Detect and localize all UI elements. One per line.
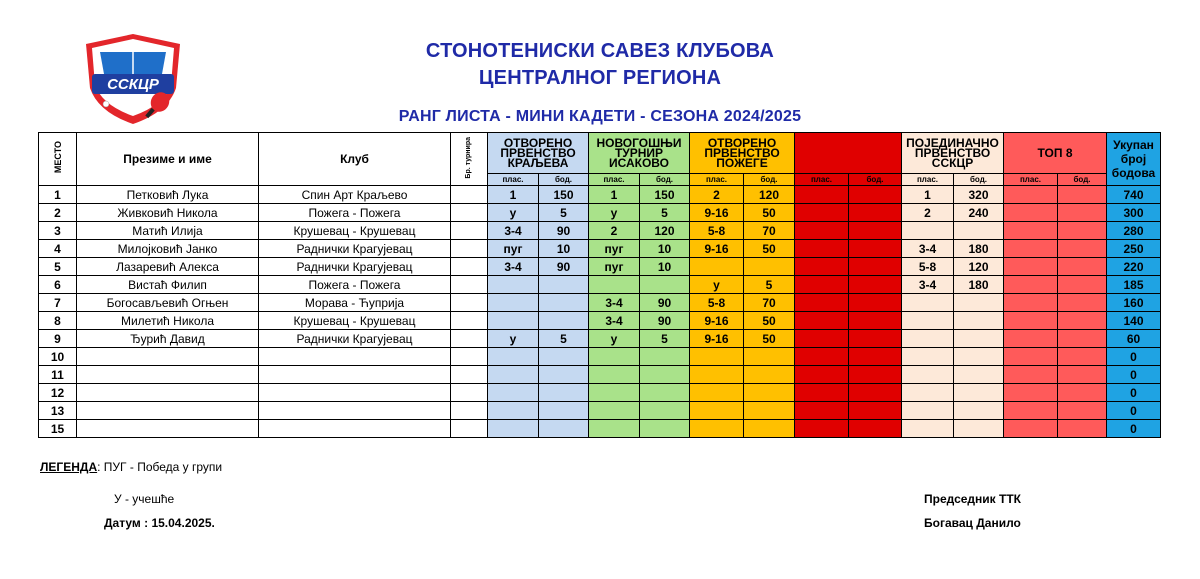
- cell-placement: 3-4: [488, 222, 539, 240]
- cell-club: Крушевац - Крушевац: [259, 312, 451, 330]
- cell-points: 120: [640, 222, 690, 240]
- cell-placement: 5-8: [690, 294, 744, 312]
- cell-total: 0: [1107, 402, 1161, 420]
- cell-total: 60: [1107, 330, 1161, 348]
- cell-points: 50: [744, 330, 795, 348]
- cell-place: 12: [39, 384, 77, 402]
- cell-total: 0: [1107, 384, 1161, 402]
- cell-placement: 9-16: [690, 312, 744, 330]
- cell-points: [640, 366, 690, 384]
- cell-points: [1058, 330, 1107, 348]
- cell-club: Раднички Крагујевац: [259, 258, 451, 276]
- cell-placement: 2: [690, 186, 744, 204]
- cell-placement: [488, 312, 539, 330]
- cell-placement: [1004, 222, 1058, 240]
- cell-placement: 3-4: [589, 294, 640, 312]
- cell-placement: [488, 366, 539, 384]
- header-club: Клуб: [259, 133, 451, 186]
- cell-place: 5: [39, 258, 77, 276]
- cell-placement: у: [589, 330, 640, 348]
- table-row: [39, 402, 1161, 420]
- legend-title: ЛЕГЕНДА: [40, 460, 98, 474]
- sub-points: бод.: [954, 174, 1004, 186]
- table-row: [39, 330, 1161, 348]
- cell-points: [744, 402, 795, 420]
- sub-points: бод.: [539, 174, 589, 186]
- cell-placement: [795, 384, 849, 402]
- cell-points: [744, 258, 795, 276]
- cell-tournaments: [451, 366, 488, 384]
- cell-place: 10: [39, 348, 77, 366]
- cell-points: [640, 402, 690, 420]
- cell-tournaments: [451, 276, 488, 294]
- cell-total: 160: [1107, 294, 1161, 312]
- header-total: Укупан број бодова: [1107, 133, 1161, 186]
- cell-place: 8: [39, 312, 77, 330]
- cell-place: 11: [39, 366, 77, 384]
- cell-placement: 3-4: [902, 276, 954, 294]
- cell-points: [640, 420, 690, 438]
- cell-place: 6: [39, 276, 77, 294]
- cell-points: [849, 222, 902, 240]
- cell-place: 9: [39, 330, 77, 348]
- cell-tournaments: [451, 240, 488, 258]
- cell-points: [1058, 420, 1107, 438]
- cell-placement: [488, 402, 539, 420]
- title-line-2: ЦЕНТРАЛНОГ РЕГИОНА: [478, 67, 722, 89]
- sub-points: бод.: [1058, 174, 1107, 186]
- date: Датум : 15.04.2025.: [104, 516, 215, 530]
- cell-placement: [1004, 276, 1058, 294]
- legend-line-2: У - учешће: [114, 492, 175, 506]
- cell-club: [259, 402, 451, 420]
- cell-points: [539, 348, 589, 366]
- cell-points: [539, 312, 589, 330]
- table-row: [39, 348, 1161, 366]
- cell-points: 90: [640, 312, 690, 330]
- cell-place: 13: [39, 402, 77, 420]
- cell-placement: 2: [902, 204, 954, 222]
- cell-placement: [1004, 348, 1058, 366]
- cell-points: 5: [539, 330, 589, 348]
- sskcr-logo: [78, 30, 188, 126]
- table-row: [39, 258, 1161, 276]
- tournament-kraljevo: ОТВОРЕНО ПРВЕНСТВО КРАЉЕВА: [488, 133, 589, 174]
- cell-points: [849, 420, 902, 438]
- cell-points: [849, 402, 902, 420]
- cell-points: 70: [744, 222, 795, 240]
- cell-placement: 2: [589, 222, 640, 240]
- cell-points: [849, 366, 902, 384]
- cell-place: 3: [39, 222, 77, 240]
- cell-name: Ђурић Давид: [77, 330, 259, 348]
- cell-points: [849, 330, 902, 348]
- cell-points: 50: [744, 204, 795, 222]
- cell-points: 50: [744, 312, 795, 330]
- cell-points: 150: [640, 186, 690, 204]
- cell-points: 120: [744, 186, 795, 204]
- header-title: [330, 38, 870, 92]
- cell-placement: [795, 330, 849, 348]
- sub-place: плас.: [902, 174, 954, 186]
- cell-points: [849, 276, 902, 294]
- cell-points: 10: [640, 258, 690, 276]
- president-title: Председник ТТК: [924, 492, 1022, 506]
- cell-placement: [589, 348, 640, 366]
- cell-points: [849, 204, 902, 222]
- cell-name: Петковић Лука: [77, 186, 259, 204]
- cell-placement: [902, 384, 954, 402]
- cell-points: [1058, 312, 1107, 330]
- cell-points: 10: [539, 240, 589, 258]
- cell-placement: [589, 402, 640, 420]
- cell-club: Пожега - Пожега: [259, 276, 451, 294]
- cell-placement: [690, 366, 744, 384]
- cell-placement: [795, 402, 849, 420]
- legend-line-1: : ПУГ - Победа у групи: [97, 460, 223, 474]
- cell-points: 320: [954, 186, 1004, 204]
- sub-place: плас.: [488, 174, 539, 186]
- cell-placement: [1004, 384, 1058, 402]
- ranking-subtitle: РАНГ ЛИСТА - МИНИ КАДЕТИ - СЕЗОНА 2024/2025: [398, 108, 802, 125]
- table-row: [39, 384, 1161, 402]
- cell-placement: у: [690, 276, 744, 294]
- cell-points: [849, 384, 902, 402]
- cell-placement: [795, 366, 849, 384]
- cell-name: [77, 420, 259, 438]
- cell-club: Раднички Крагујевац: [259, 240, 451, 258]
- cell-points: [954, 366, 1004, 384]
- cell-points: [849, 312, 902, 330]
- sub-place: плас.: [690, 174, 744, 186]
- table-body: [39, 186, 1161, 438]
- cell-placement: [902, 330, 954, 348]
- cell-placement: [1004, 312, 1058, 330]
- cell-name: [77, 384, 259, 402]
- cell-points: [539, 294, 589, 312]
- cell-points: 150: [539, 186, 589, 204]
- cell-placement: 5-8: [902, 258, 954, 276]
- cell-points: [954, 294, 1004, 312]
- cell-club: Крушевац - Крушевац: [259, 222, 451, 240]
- cell-points: [1058, 402, 1107, 420]
- cell-club: [259, 348, 451, 366]
- cell-total: 0: [1107, 420, 1161, 438]
- cell-name: Милојковић Јанко: [77, 240, 259, 258]
- cell-points: 5: [640, 330, 690, 348]
- cell-place: 15: [39, 420, 77, 438]
- cell-points: 120: [954, 258, 1004, 276]
- cell-tournaments: [451, 420, 488, 438]
- header-tournaments-count: Бр. турнира: [451, 133, 488, 186]
- cell-club: Спин Арт Краљево: [259, 186, 451, 204]
- cell-name: Матић Илија: [77, 222, 259, 240]
- cell-placement: [1004, 366, 1058, 384]
- cell-placement: 5-8: [690, 222, 744, 240]
- cell-club: Пожега - Пожега: [259, 204, 451, 222]
- cell-place: 2: [39, 204, 77, 222]
- cell-points: 240: [954, 204, 1004, 222]
- cell-points: 180: [954, 276, 1004, 294]
- cell-points: [849, 294, 902, 312]
- cell-placement: [690, 420, 744, 438]
- cell-tournaments: [451, 402, 488, 420]
- cell-placement: [902, 402, 954, 420]
- cell-name: Живковић Никола: [77, 204, 259, 222]
- cell-placement: у: [488, 204, 539, 222]
- cell-placement: [1004, 258, 1058, 276]
- cell-name: Богосављевић Огњен: [77, 294, 259, 312]
- cell-placement: [795, 348, 849, 366]
- cell-total: 300: [1107, 204, 1161, 222]
- cell-placement: у: [488, 330, 539, 348]
- cell-place: 4: [39, 240, 77, 258]
- table-row: [39, 420, 1161, 438]
- cell-placement: 1: [589, 186, 640, 204]
- sub-place: плас.: [589, 174, 640, 186]
- cell-placement: [690, 384, 744, 402]
- cell-placement: [589, 384, 640, 402]
- cell-total: 0: [1107, 348, 1161, 366]
- cell-points: [640, 348, 690, 366]
- cell-placement: [902, 312, 954, 330]
- cell-total: 185: [1107, 276, 1161, 294]
- cell-placement: [795, 240, 849, 258]
- table-row: [39, 186, 1161, 204]
- cell-placement: [1004, 330, 1058, 348]
- cell-place: 1: [39, 186, 77, 204]
- cell-points: [539, 420, 589, 438]
- legend: [40, 460, 222, 474]
- cell-placement: [690, 258, 744, 276]
- title-line-1: СТОНОТЕНИСКИ САВЕЗ КЛУБОВА: [425, 40, 775, 62]
- cell-tournaments: [451, 348, 488, 366]
- cell-points: [1058, 276, 1107, 294]
- cell-placement: [902, 222, 954, 240]
- cell-points: [1058, 240, 1107, 258]
- cell-placement: пуг: [589, 258, 640, 276]
- cell-points: [1058, 222, 1107, 240]
- sub-place: плас.: [1004, 174, 1058, 186]
- cell-placement: [902, 294, 954, 312]
- cell-name: Милетић Никола: [77, 312, 259, 330]
- cell-tournaments: [451, 222, 488, 240]
- cell-total: 250: [1107, 240, 1161, 258]
- cell-placement: [795, 258, 849, 276]
- cell-placement: 3-4: [488, 258, 539, 276]
- cell-placement: [1004, 240, 1058, 258]
- cell-points: [954, 312, 1004, 330]
- cell-points: 50: [744, 240, 795, 258]
- header-name: Презиме и име: [77, 133, 259, 186]
- cell-placement: [902, 366, 954, 384]
- cell-points: 90: [539, 222, 589, 240]
- cell-placement: [690, 402, 744, 420]
- tournament-top8: ТОП 8: [1004, 133, 1107, 174]
- cell-placement: [795, 186, 849, 204]
- sub-points: бод.: [744, 174, 795, 186]
- cell-placement: [1004, 186, 1058, 204]
- cell-points: [954, 402, 1004, 420]
- tournament-sskcr-individual: ПОЈЕДИНАЧНО ПРВЕНСТВО ССКЦР: [902, 133, 1004, 174]
- cell-placement: [795, 222, 849, 240]
- table-row: [39, 294, 1161, 312]
- cell-placement: [488, 276, 539, 294]
- cell-points: [954, 348, 1004, 366]
- cell-placement: у: [589, 204, 640, 222]
- table-row: [39, 276, 1161, 294]
- cell-tournaments: [451, 186, 488, 204]
- cell-points: [744, 384, 795, 402]
- cell-placement: [1004, 420, 1058, 438]
- ranking-table: [38, 132, 1161, 438]
- cell-placement: [589, 366, 640, 384]
- cell-total: 140: [1107, 312, 1161, 330]
- tournament-empty: [795, 133, 902, 174]
- cell-placement: [488, 420, 539, 438]
- table-header-row: [39, 133, 1161, 174]
- cell-placement: [795, 420, 849, 438]
- cell-placement: пуг: [589, 240, 640, 258]
- cell-placement: 9-16: [690, 330, 744, 348]
- cell-club: [259, 420, 451, 438]
- cell-placement: пуг: [488, 240, 539, 258]
- president-name: Богавац Данило: [924, 516, 1021, 530]
- cell-placement: [795, 276, 849, 294]
- cell-placement: [902, 420, 954, 438]
- cell-placement: 9-16: [690, 240, 744, 258]
- cell-tournaments: [451, 384, 488, 402]
- cell-tournaments: [451, 258, 488, 276]
- cell-points: [744, 348, 795, 366]
- table-row: [39, 204, 1161, 222]
- cell-points: [1058, 348, 1107, 366]
- cell-placement: [795, 204, 849, 222]
- cell-placement: [1004, 294, 1058, 312]
- cell-points: 70: [744, 294, 795, 312]
- cell-points: [954, 330, 1004, 348]
- cell-points: [1058, 384, 1107, 402]
- cell-points: [744, 366, 795, 384]
- cell-name: [77, 402, 259, 420]
- cell-total: 280: [1107, 222, 1161, 240]
- cell-club: [259, 384, 451, 402]
- cell-placement: [902, 348, 954, 366]
- cell-points: [849, 258, 902, 276]
- table-row: [39, 240, 1161, 258]
- cell-points: 5: [539, 204, 589, 222]
- sub-points: бод.: [640, 174, 690, 186]
- cell-place: 7: [39, 294, 77, 312]
- cell-name: Вистаћ Филип: [77, 276, 259, 294]
- cell-points: [954, 222, 1004, 240]
- tournament-isakovo: НОВОГОШЊИ ТУРНИР ИСАКОВО: [589, 133, 690, 174]
- cell-placement: [589, 276, 640, 294]
- cell-points: 5: [640, 204, 690, 222]
- cell-points: [849, 240, 902, 258]
- cell-points: [539, 276, 589, 294]
- cell-tournaments: [451, 330, 488, 348]
- cell-points: [744, 420, 795, 438]
- cell-points: 10: [640, 240, 690, 258]
- logo-text: ССКЦР: [107, 76, 159, 93]
- cell-points: 90: [539, 258, 589, 276]
- cell-points: [1058, 186, 1107, 204]
- cell-points: [539, 366, 589, 384]
- cell-placement: 1: [902, 186, 954, 204]
- cell-points: [1058, 204, 1107, 222]
- cell-tournaments: [451, 204, 488, 222]
- cell-placement: [1004, 402, 1058, 420]
- cell-club: [259, 366, 451, 384]
- cell-placement: 3-4: [589, 312, 640, 330]
- cell-placement: 9-16: [690, 204, 744, 222]
- cell-points: [849, 348, 902, 366]
- cell-total: 740: [1107, 186, 1161, 204]
- cell-points: [1058, 366, 1107, 384]
- cell-club: Раднички Крагујевац: [259, 330, 451, 348]
- cell-points: [1058, 294, 1107, 312]
- cell-tournaments: [451, 294, 488, 312]
- cell-points: [640, 276, 690, 294]
- cell-points: [1058, 258, 1107, 276]
- cell-tournaments: [451, 312, 488, 330]
- cell-points: [640, 384, 690, 402]
- cell-placement: [795, 294, 849, 312]
- cell-points: [849, 186, 902, 204]
- cell-placement: [795, 312, 849, 330]
- table-row: [39, 222, 1161, 240]
- cell-points: 5: [744, 276, 795, 294]
- cell-placement: [488, 384, 539, 402]
- table-row: [39, 312, 1161, 330]
- cell-points: 90: [640, 294, 690, 312]
- cell-points: [539, 402, 589, 420]
- cell-total: 220: [1107, 258, 1161, 276]
- cell-points: [954, 384, 1004, 402]
- logo-ball-icon: [103, 101, 109, 107]
- cell-name: [77, 348, 259, 366]
- sub-points: бод.: [849, 174, 902, 186]
- table-row: [39, 366, 1161, 384]
- cell-total: 0: [1107, 366, 1161, 384]
- cell-name: Лазаревић Алекса: [77, 258, 259, 276]
- cell-placement: 1: [488, 186, 539, 204]
- cell-placement: 3-4: [902, 240, 954, 258]
- header-place: МЕСТО: [39, 133, 77, 186]
- cell-placement: [488, 348, 539, 366]
- cell-placement: [589, 420, 640, 438]
- cell-placement: [1004, 204, 1058, 222]
- tournament-pozega: ОТВОРЕНО ПРВЕНСТВО ПОЖЕГЕ: [690, 133, 795, 174]
- cell-placement: [690, 348, 744, 366]
- cell-points: [539, 384, 589, 402]
- cell-placement: [488, 294, 539, 312]
- cell-club: Морава - Ћуприја: [259, 294, 451, 312]
- sub-place: плас.: [795, 174, 849, 186]
- cell-points: 180: [954, 240, 1004, 258]
- cell-name: [77, 366, 259, 384]
- cell-points: [954, 420, 1004, 438]
